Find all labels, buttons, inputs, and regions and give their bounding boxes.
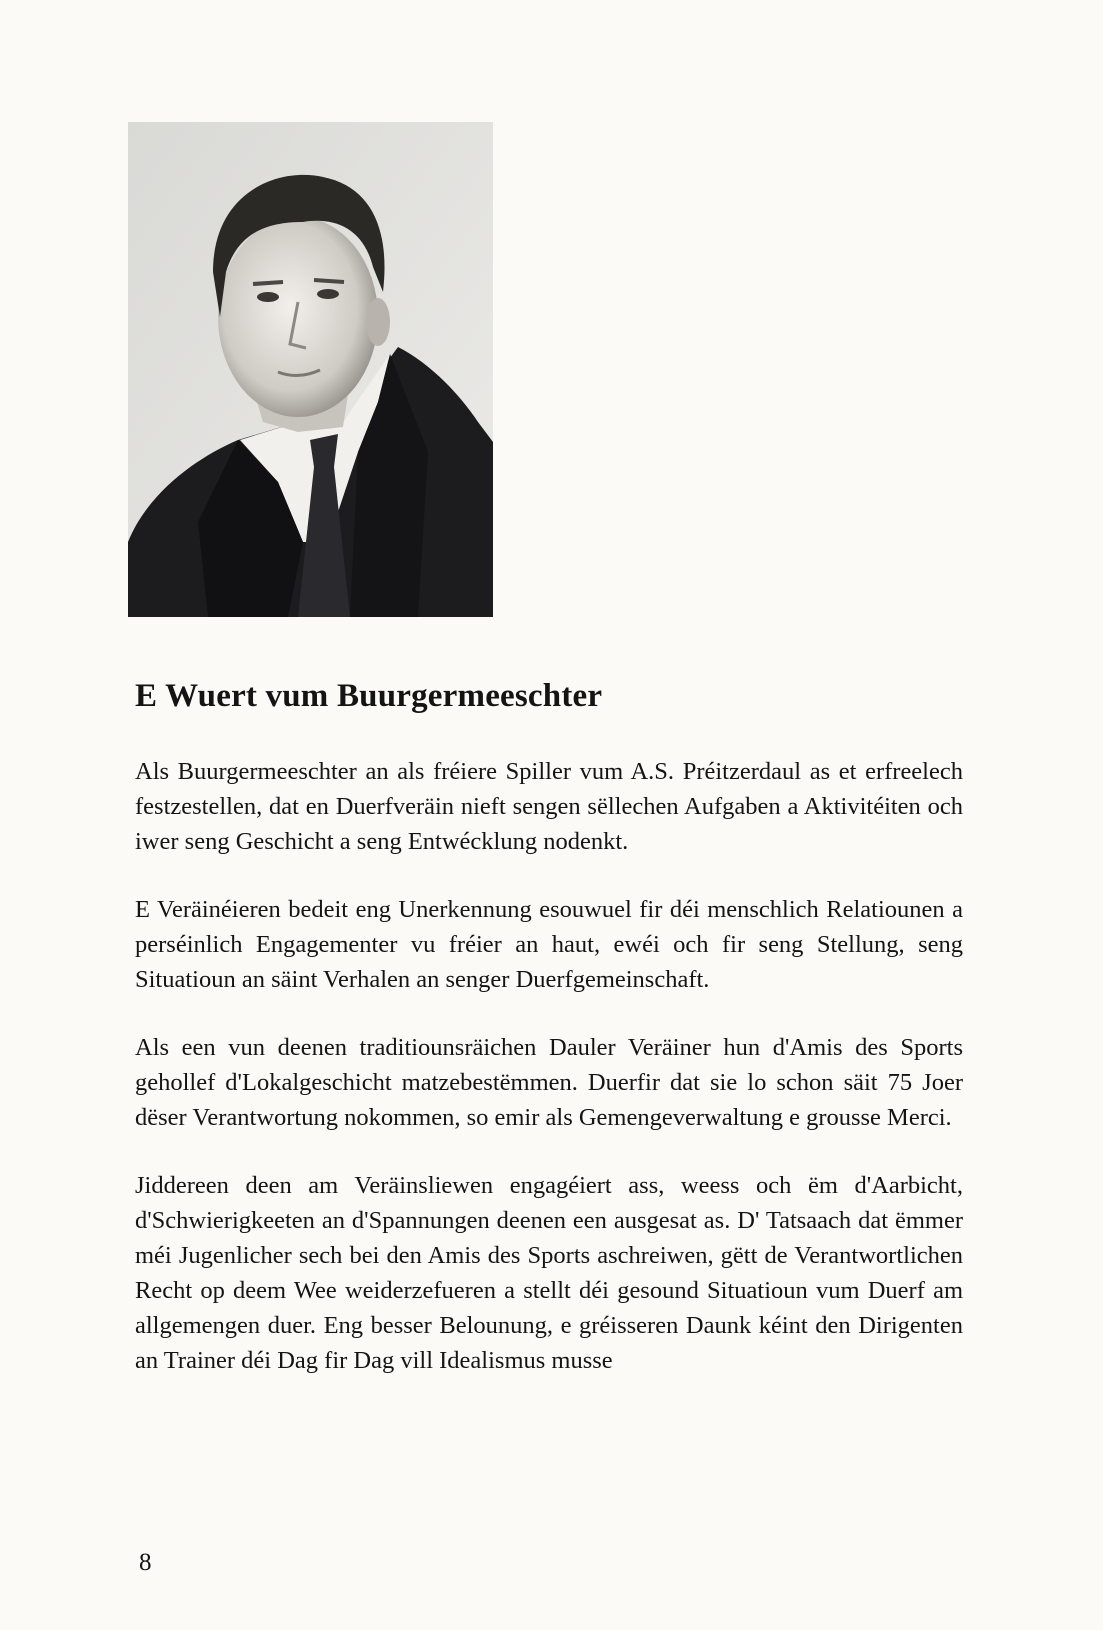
article-heading: E Wuert vum Buurgermeeschter [135,678,603,714]
portrait-photo [128,122,493,617]
article-body [135,754,963,1378]
portrait-figure [128,122,493,617]
paragraph-1: Als Buurgermeeschter an als fréiere Spiller vum A.S. Préitzerdaul as et erfreelech festzestellen, dat en Duerfveräin nieft sengen sëllechen Aufgaben a Aktivitéiten och iwer seng Geschicht a seng Entwécklung nodenkt. [135,758,963,855]
page-number: 8 [139,1549,152,1576]
paragraph-2: E Veräinéieren bedeit eng Unerkennung esouwuel fir déi menschlich Relatiounen a perséinlich Engagementer vu fréier an haut, ewéi och fir seng Stellung, seng Situatioun an säint Verhalen an senger Duerfgemeinschaft. [135,896,963,993]
paragraph-3: Als een vun deenen traditiounsräichen Dauler Veräiner hun d'Amis des Sports gehollef d'Lokalgeschicht matzebestëmmen. Duerfir dat sie lo schon säit 75 Joer dëser Verantwortung nokommen, so emir als Gemengeverwaltung e grousse Merci. [135,1034,963,1131]
paragraph-4: Jiddereen deen am Veräinsliewen engagéiert ass, weess och ëm d'Aarbicht, d'Schwierigkeeten an d'Spannungen deenen een ausgesat as. D' Tatsaach dat ëmmer méi Jugenlicher sech bei den Amis des Sports aschreiwen, gëtt de Verantwortlichen Recht op deem Wee weiderzefueren a stellt déi gesound Situatioun vum Duerf am allgemengen duer. Eng besser Belounung, e gréisseren Daunk kéint den Dirigenten an Trainer déi Dag fir Dag vill Idealismus musse [135,1172,963,1374]
